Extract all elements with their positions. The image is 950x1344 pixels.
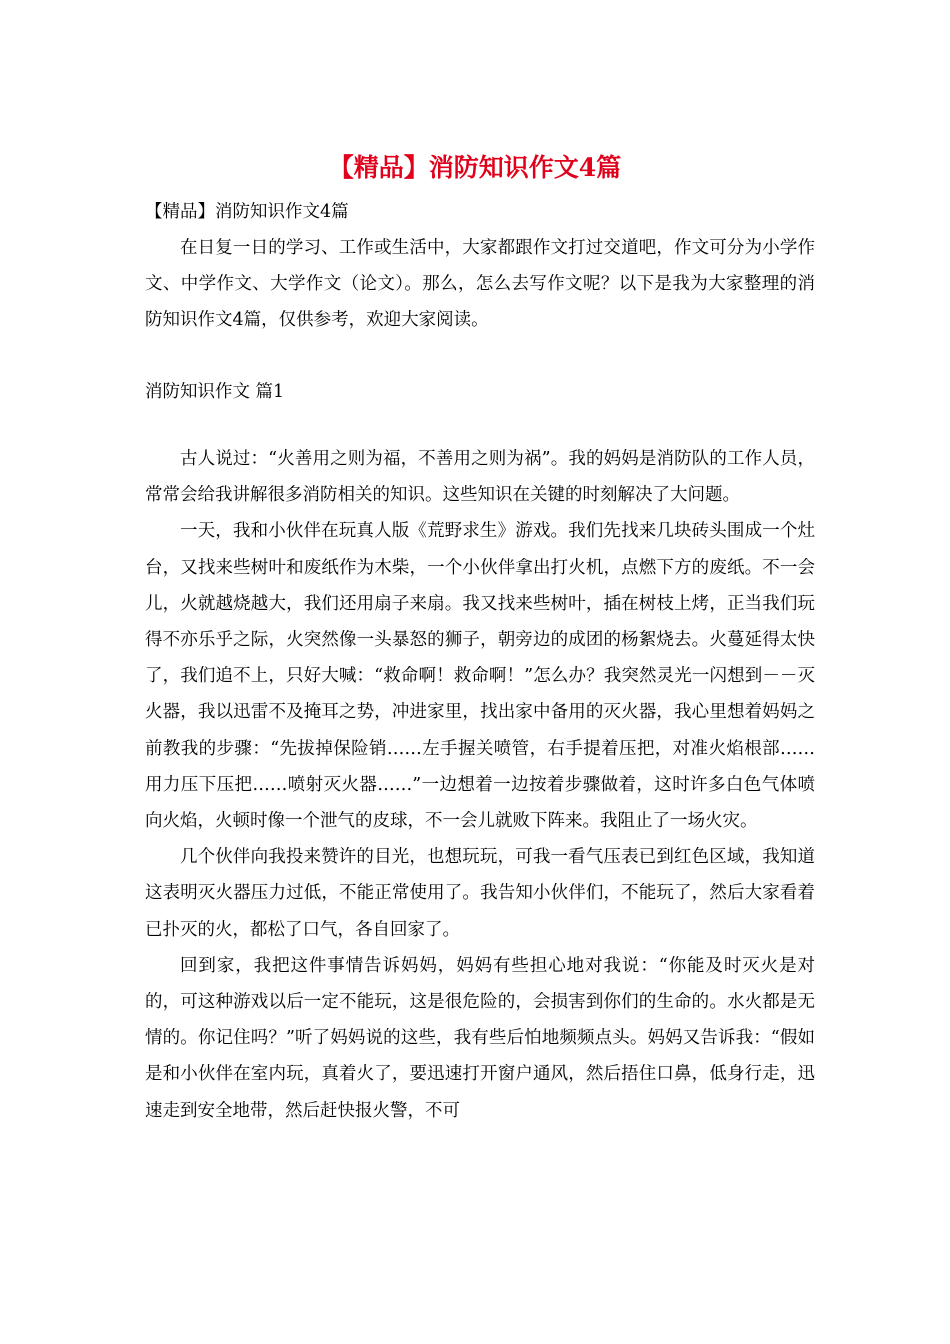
essay-paragraph-2: 一天，我和小伙伴在玩真人版《荒野求生》游戏。我们先找来几块砖头围成一个灶台，又找来些树叶和废纸作为木柴，一个小伙伴拿出打火机，点燃下方的废纸。不一会儿，火就越烧越大，我们还用扇子来扇。我又找来些树叶，插在树枝上烤，正当我们玩得不亦乐乎之际，火突然像一头暴怒的狮子，朝旁边的成团的杨絮烧去。火蔓延得太快了，我们追不上，只好大喊：“救命啊！救命啊！”怎么办？我突然灵光一闪想到－－灭火器，我以迅雷不及掩耳之势，冲进家里，找出家中备用的灭火器，我心里想着妈妈之前教我的步骤：“先拔掉保险销……左手握关喷管，右手提着压把，对准火焰根部……用力压下压把……喷射灭火器……”一边想着一边按着步骤做着，这时许多白色气体喷向火焰，火顿时像一个泄气的皮球，不一会儿就败下阵来。我阻止了一场火灾。 (145, 521, 815, 832)
document-subtitle: 【精品】消防知识作文4篇 (145, 202, 349, 222)
intro-paragraph: 在日复一日的学习、工作或生活中，大家都跟作文打过交道吧，作文可分为小学作文、中学作文、大学作文（论文）。那么，怎么去写作文呢？以下是我为大家整理的消防知识作文4篇，仅供参考，欢迎大家阅读。 (145, 238, 815, 331)
essay-paragraph-3: 几个伙伴向我投来赞许的目光，也想玩玩，可我一看气压表已到红色区域，我知道这表明灭火器压力过低，不能正常使用了。我告知小伙伴们，不能玩了，然后大家看着已扑灭的火，都松了口气，各自回家了。 (145, 847, 815, 940)
section-heading: 消防知识作文 篇1 (145, 382, 285, 402)
document-title: 【精品】消防知识作文4篇 (328, 153, 622, 182)
essay-paragraph-4: 回到家，我把这件事情告诉妈妈，妈妈有些担心地对我说：“你能及时灭火是对的，可这种游戏以后一定不能玩，这是很危险的，会损害到你们的生命的。水火都是无情的。你记住吗？”听了妈妈说的这些，我有些后怕地频频点头。妈妈又告诉我：“假如是和小伙伴在室内玩，真着火了，要迅速打开窗户通风，然后捂住口鼻，低身行走，迅速走到安全地带，然后赶快报火警，不可 (145, 955, 815, 1121)
essay-paragraph-1: 古人说过：“火善用之则为福，不善用之则为祸”。我的妈妈是消防队的工作人员，常常会给我讲解很多消防相关的知识。这些知识在关键的时刻解决了大问题。 (145, 449, 815, 506)
essay-body (145, 441, 815, 1129)
intro-block (145, 230, 815, 339)
